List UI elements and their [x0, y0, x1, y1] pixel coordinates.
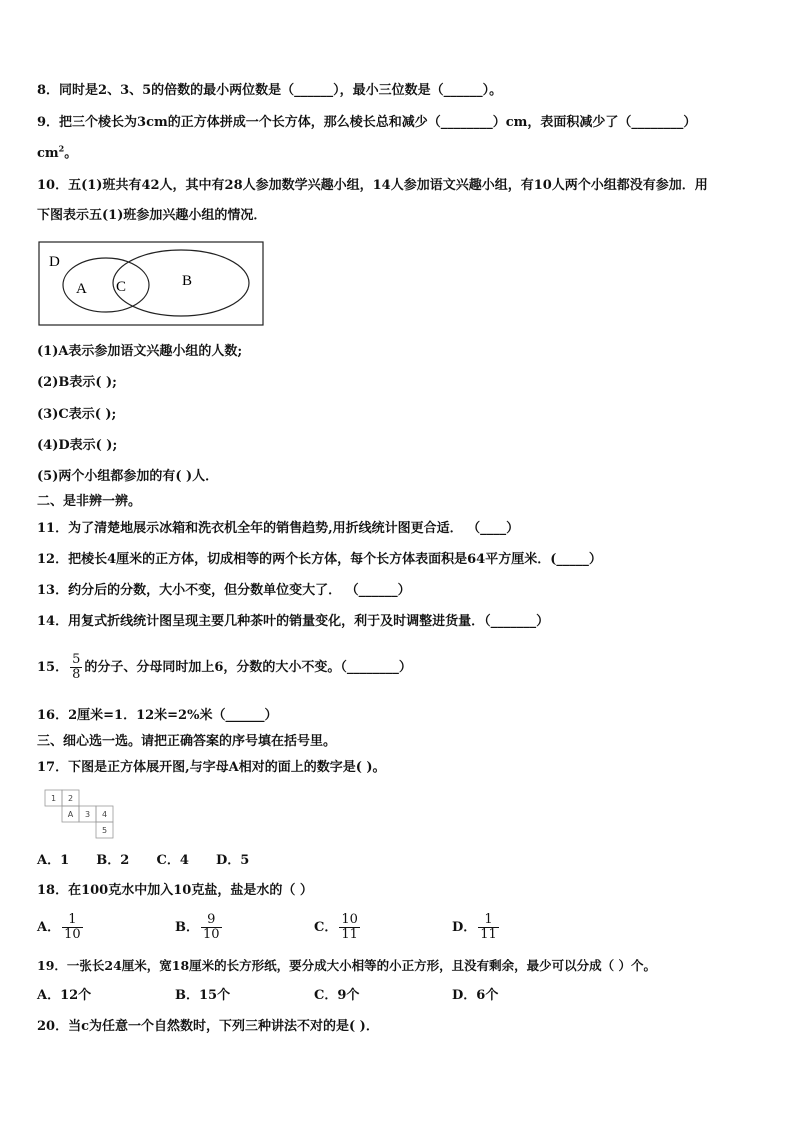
fraction-9-10: [201, 913, 222, 942]
option-label-c: C．: [314, 920, 338, 935]
fraction-5-8: [70, 653, 82, 682]
question-15-suffix: 的分子、分母同时加上6，分数的大小不变。（________）: [84, 660, 412, 675]
question-18: 18．在100克水中加入10克盐，盐是水的（ ）: [37, 883, 313, 898]
question-19-option-c: C．9个: [314, 988, 360, 1003]
question-10-sub4: (4)D表示( );: [37, 438, 118, 453]
venn-label-a: A: [76, 281, 87, 297]
period: 。: [64, 146, 78, 161]
question-19: 19．一张长24厘米，宽18厘米的长方形纸，要分成大小相等的小正方形，且没有剩余，最少可以分成（ ）个。: [37, 958, 657, 973]
question-20: 20．当c为任意一个自然数时，下列三种讲法不对的是( )．: [37, 1019, 379, 1034]
fraction-denominator: 10: [64, 927, 81, 942]
question-14: 14．用复式折线统计图呈现主要几种茶叶的销量变化，利于及时调整进货量．（_______）: [37, 614, 550, 629]
question-18-option-d: [452, 912, 501, 944]
question-17: 17．下图是正方体展开图,与字母A相对的面上的数字是( )。: [37, 760, 386, 775]
question-13: 13．约分后的分数，大小不变，但分数单位变大了． （______）: [37, 583, 411, 598]
question-18-option-c: [314, 912, 362, 944]
unit-exponent: 2: [58, 143, 65, 154]
question-16: 16．2厘米=1．12米=2%米（______）: [37, 708, 278, 723]
question-8: 8．同时是2、3、5的倍数的最小两位数是（______），最小三位数是（______）。: [37, 83, 503, 98]
fraction-10-11: [339, 913, 360, 942]
venn-label-d: D: [49, 254, 60, 270]
venn-label-b: B: [182, 273, 193, 289]
question-15: [37, 652, 412, 684]
venn-label-c: C: [116, 279, 127, 295]
question-19-option-d: D．6个: [452, 988, 499, 1003]
question-10-line1: 10．五(1)班共有42人，其中有28人参加数学兴趣小组，14人参加语文兴趣小组，有10人两个小组都没有参加．用: [37, 178, 708, 193]
question-12: 12．把棱长4厘米的正方体，切成相等的两个长方体，每个长方体表面积是64平方厘米．(_____）: [37, 552, 602, 567]
cube-net-diagram: [44, 789, 116, 841]
fraction-numerator: 1: [478, 913, 499, 928]
fraction-numerator: 1: [62, 913, 83, 928]
net-cell-5: 5: [101, 826, 108, 835]
question-11: 11．为了清楚地展示冰箱和洗衣机全年的销售趋势,用折线统计图更合适． （____）: [37, 521, 520, 536]
net-cell-2: 2: [67, 794, 74, 803]
net-cell-4: 4: [101, 810, 108, 819]
venn-circle-b: [113, 250, 249, 316]
fraction-denominator: 10: [203, 927, 220, 942]
fraction-1-11: [478, 913, 499, 942]
section-heading-2: 二、是非辨一辨。: [37, 494, 142, 509]
venn-diagram: [38, 241, 264, 327]
net-cell-a: A: [67, 810, 74, 819]
question-9-line2: [37, 143, 78, 162]
question-19-option-b: B．15个: [175, 988, 231, 1003]
fraction-denominator: 11: [480, 927, 497, 942]
fraction-numerator: 10: [341, 912, 358, 927]
section-heading-3: 三、细心选一选。请把正确答案的序号填在括号里。: [37, 734, 337, 749]
question-10-sub3: (3)C表示( );: [37, 407, 117, 422]
question-18-option-b: [175, 912, 224, 944]
question-9-line1: 9．把三个棱长为3cm的正方体拼成一个长方体，那么棱长总和减少（________）cm，表面积减少了（________）: [37, 115, 697, 130]
option-label-b: B．: [175, 920, 199, 935]
fraction-denominator: 8: [72, 667, 81, 682]
net-cell-3: 3: [84, 810, 91, 819]
unit-cm: cm: [37, 146, 59, 161]
option-label-d: D．: [452, 920, 477, 935]
question-10-line2: 下图表示五(1)班参加兴趣小组的情况．: [37, 208, 267, 223]
question-19-option-a: A．12个: [37, 988, 92, 1003]
question-10-sub1: (1)A表示参加语文兴趣小组的人数;: [37, 344, 243, 359]
option-label-a: A．: [37, 920, 61, 935]
question-10-sub5: (5)两个小组都参加的有( )人．: [37, 469, 219, 484]
fraction-1-10: [62, 913, 83, 942]
question-10-sub2: (2)B表示( );: [37, 375, 117, 390]
question-18-option-a: [37, 912, 85, 944]
fraction-numerator: 9: [201, 913, 222, 928]
fraction-denominator: 11: [341, 927, 358, 942]
fraction-numerator: 5: [72, 652, 81, 667]
net-cell-1: 1: [50, 794, 57, 803]
question-15-prefix: 15．: [37, 660, 69, 675]
question-17-options: A．1 B．2 C．4 D．5: [37, 853, 250, 868]
